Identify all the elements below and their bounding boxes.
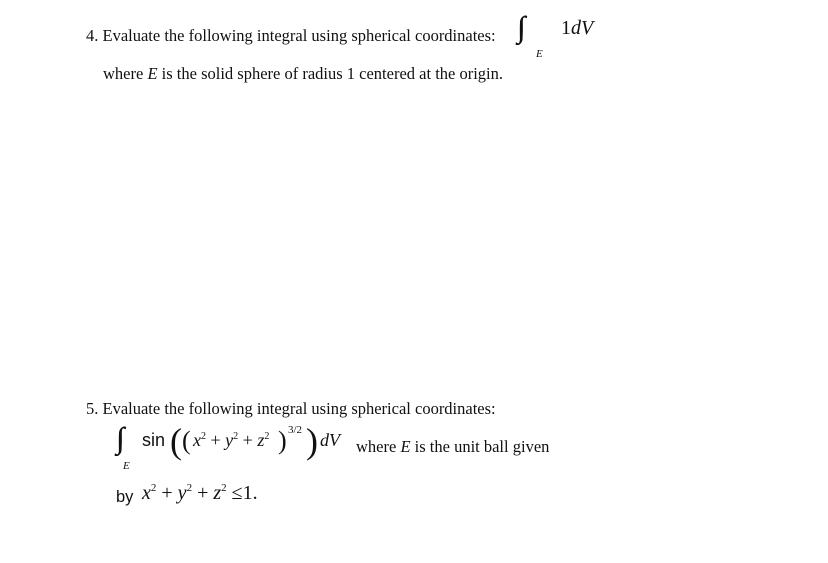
by-label: by (116, 488, 134, 506)
problem-4-number: 4. (86, 26, 99, 45)
unit-ball-inequality: $x^2 + y^2 + z^2 \le 1$. (142, 482, 258, 504)
problem-5-prompt: Evaluate the following integral using spherical coordinates: (102, 399, 496, 418)
sine-function: sin (142, 430, 166, 450)
triple-integral-symbol: ∫∫∫ (517, 11, 518, 44)
problem-4-region-description: where E is the solid sphere of radius 1 centered at the origin. (103, 64, 504, 83)
problem-5-differential: dV (320, 430, 340, 450)
problem-4-integrand: 1dV (561, 17, 594, 39)
problem-5-region-label: E (123, 460, 130, 472)
problem-5-condition (116, 480, 316, 512)
left-paren-inner: ( (182, 426, 191, 455)
problem-4-region-label: E (536, 48, 543, 60)
left-paren-outer: ( (170, 421, 182, 461)
problem-4-prompt: Evaluate the following integral using spherical coordinates: (102, 26, 496, 45)
exponent: 3/2 (288, 424, 303, 436)
sum-of-squares: $x^2 + y^2 + z^2$ (193, 430, 270, 450)
problem-4-integral (517, 11, 607, 67)
right-paren-outer: ) (306, 421, 318, 461)
problem-5-region-description: where E is the unit ball given (356, 437, 550, 456)
problem-5-integral (116, 420, 356, 478)
problem-5-statement (86, 399, 496, 419)
problem-5-number: 5. (86, 399, 99, 418)
right-paren-inner: ) (278, 426, 287, 455)
triple-integral-symbol: ∫∫∫ (116, 422, 117, 455)
problem-4-statement (86, 26, 496, 46)
